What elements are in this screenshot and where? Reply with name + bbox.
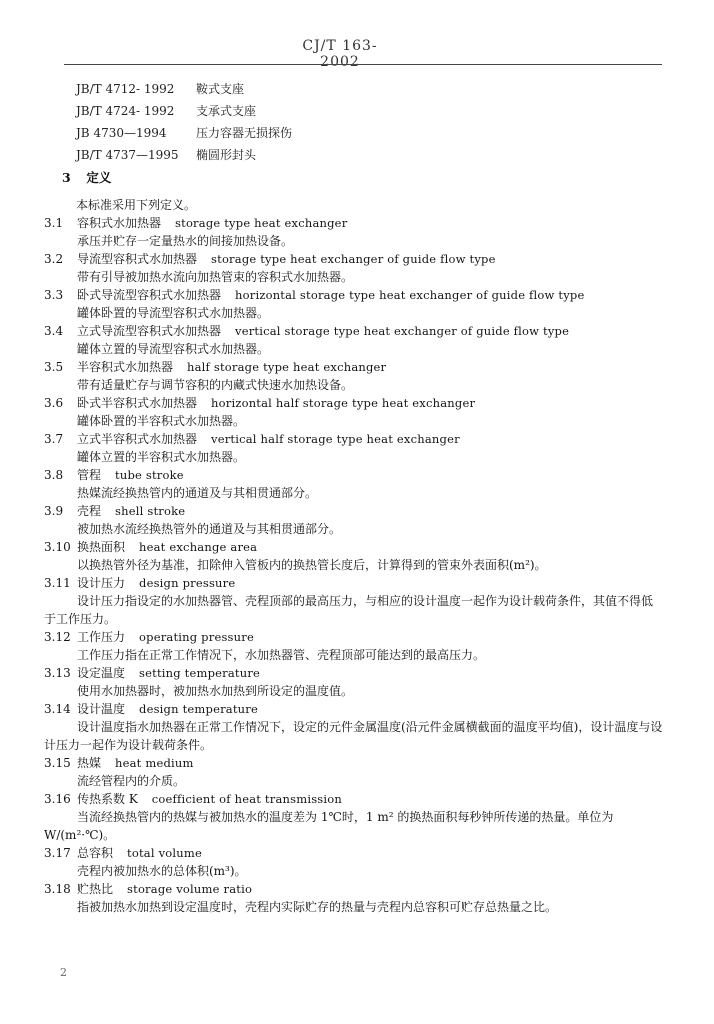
definition-english: operating pressure [139,630,254,644]
definition-list [44,214,664,916]
definition-term: 传热系数 K [77,792,138,806]
definition-body: 壳程内被加热水的总体积(m³)。 [77,864,247,878]
definition-item [44,574,664,628]
definition-body: 以换热管外径为基准，扣除伸入管板内的换热管长度后，计算得到的管束外表面积(m²)。 [77,558,547,572]
definition-body: 带有适量贮存与调节容积的内藏式快速水加热设备。 [77,378,354,392]
definition-body: 带有引导被加热水流向加热管束的容积式水加热器。 [77,270,354,284]
definition-number: 3.16 [44,792,71,806]
definition-body: 承压并贮存一定量热水的间接加热设备。 [77,234,294,248]
definition-english: heat medium [115,756,194,770]
page-header-standard-id: CJ/T 163- 2002 [302,38,378,70]
definition-item [44,754,664,790]
definition-number: 3.17 [44,846,71,860]
definition-number: 3.15 [44,756,71,770]
definition-item [44,394,664,430]
definition-english: horizontal storage type heat exchanger of guide flow type [235,288,585,302]
definition-number: 3.14 [44,702,71,716]
definition-body: 指被加热水加热到设定温度时，壳程内实际贮存的热量与壳程内总容积可贮存总热量之比。 [77,900,558,914]
definition-term: 半容积式水加热器 [77,360,174,374]
definition-term: 换热面积 [77,540,126,554]
definition-number: 3.2 [44,252,64,266]
reference-item [76,144,292,166]
definition-item [44,250,664,286]
definition-item [44,880,664,916]
definition-number: 3.6 [44,396,64,410]
definition-term: 卧式导流型容积式水加热器 [77,288,222,302]
page-number: 2 [60,966,67,979]
definition-body: 设计温度指水加热器在正常工作情况下，设定的元件金属温度(沿元件金属横截面的温度平均值)，设计温度与设计压力一起作为设计载荷条件。 [44,720,663,752]
definition-english: vertical storage type heat exchanger of guide flow type [235,324,570,338]
reference-item [76,78,292,100]
definition-number: 3.18 [44,882,71,896]
section-number: 3 [62,170,71,185]
definition-body: 热媒流经换热管内的通道及与其相贯通部分。 [77,486,318,500]
definition-english: coefficient of heat transmission [151,792,343,806]
reference-title: 支承式支座 [196,104,257,118]
definition-number: 3.12 [44,630,71,644]
definition-item [44,322,664,358]
definition-english: shell stroke [115,504,186,518]
definition-english: design temperature [139,702,258,716]
definition-number: 3.7 [44,432,64,446]
reference-code: JB 4730—1994 [76,126,167,140]
definition-number: 3.13 [44,666,71,680]
definition-term: 设计温度 [77,702,126,716]
definition-term: 工作压力 [77,630,126,644]
definition-term: 总容积 [77,846,114,860]
definition-item [44,628,664,664]
definition-number: 3.1 [44,216,64,230]
definition-item [44,538,664,574]
definition-item [44,502,664,538]
definition-item [44,790,664,844]
reference-code: JB/T 4737—1995 [76,148,179,162]
definition-item [44,430,664,466]
definition-body: 罐体卧置的导流型容积式水加热器。 [77,306,270,320]
section-intro: 本标准采用下列定义。 [76,198,197,212]
reference-code: JB/T 4724- 1992 [76,104,175,118]
definition-body: 被加热水流经换热管外的通道及与其相贯通部分。 [77,522,342,536]
definition-term: 导流型容积式水加热器 [77,252,198,266]
definition-term: 贮热比 [77,882,114,896]
header-rule [64,64,662,65]
definition-term: 热媒 [77,756,102,770]
definition-body: 使用水加热器时，被加热水加热到所设定的温度值。 [77,684,354,698]
definition-item [44,700,664,754]
definition-item [44,358,664,394]
definition-body: 罐体立置的导流型容积式水加热器。 [77,342,270,356]
definition-english: tube stroke [115,468,184,482]
definition-english: setting temperature [139,666,261,680]
definition-english: design pressure [139,576,236,590]
definition-body: 工作压力指在正常工作情况下，水加热器管、壳程顶部可能达到的最高压力。 [77,648,486,662]
definition-english: total volume [127,846,202,860]
reference-title: 鞍式支座 [196,82,245,96]
reference-item [76,122,292,144]
reference-list [76,78,292,166]
definition-term: 壳程 [77,504,102,518]
definition-term: 管程 [77,468,102,482]
definition-body: 罐体卧置的半容积式水加热器。 [77,414,246,428]
definition-english: half storage type heat exchanger [187,360,387,374]
definition-item [44,286,664,322]
definition-english: storage type heat exchanger [175,216,348,230]
definition-item [44,466,664,502]
definition-term: 立式半容积式水加热器 [77,432,198,446]
reference-title: 压力容器无损探伤 [196,126,293,140]
definition-body: 设计压力指设定的水加热器管、壳程顶部的最高压力，与相应的设计温度一起作为设计载荷条件，其值不得低于工作压力。 [44,594,654,626]
section-title: 定义 [86,170,112,185]
definition-term: 容积式水加热器 [77,216,162,230]
reference-item [76,100,292,122]
definition-number: 3.9 [44,504,64,518]
definition-item [44,664,664,700]
section-heading [62,168,111,186]
definition-body: 罐体立置的半容积式水加热器。 [77,450,246,464]
definition-english: heat exchange area [139,540,258,554]
definition-number: 3.11 [44,576,71,590]
definition-term: 设定温度 [77,666,126,680]
definition-number: 3.3 [44,288,64,302]
definition-body: 流经管程内的介质。 [77,774,186,788]
reference-code: JB/T 4712- 1992 [76,82,175,96]
definition-english: vertical half storage type heat exchanger [211,432,460,446]
definition-english: storage volume ratio [127,882,253,896]
definition-english: storage type heat exchanger of guide flow type [211,252,496,266]
definition-term: 卧式半容积式水加热器 [77,396,198,410]
definition-term: 立式导流型容积式水加热器 [77,324,222,338]
definition-number: 3.4 [44,324,64,338]
definition-number: 3.5 [44,360,64,374]
definition-body: 当流经换热管内的热媒与被加热水的温度差为 1℃时，1 m² 的换热面积每秒钟所传递的热量。单位为 W/(m²·℃)。 [44,810,614,842]
definition-english: horizontal half storage type heat exchanger [211,396,476,410]
definition-term: 设计压力 [77,576,126,590]
reference-title: 椭圆形封头 [196,148,257,162]
definition-item [44,844,664,880]
definition-item [44,214,664,250]
definition-number: 3.8 [44,468,64,482]
definition-number: 3.10 [44,540,71,554]
